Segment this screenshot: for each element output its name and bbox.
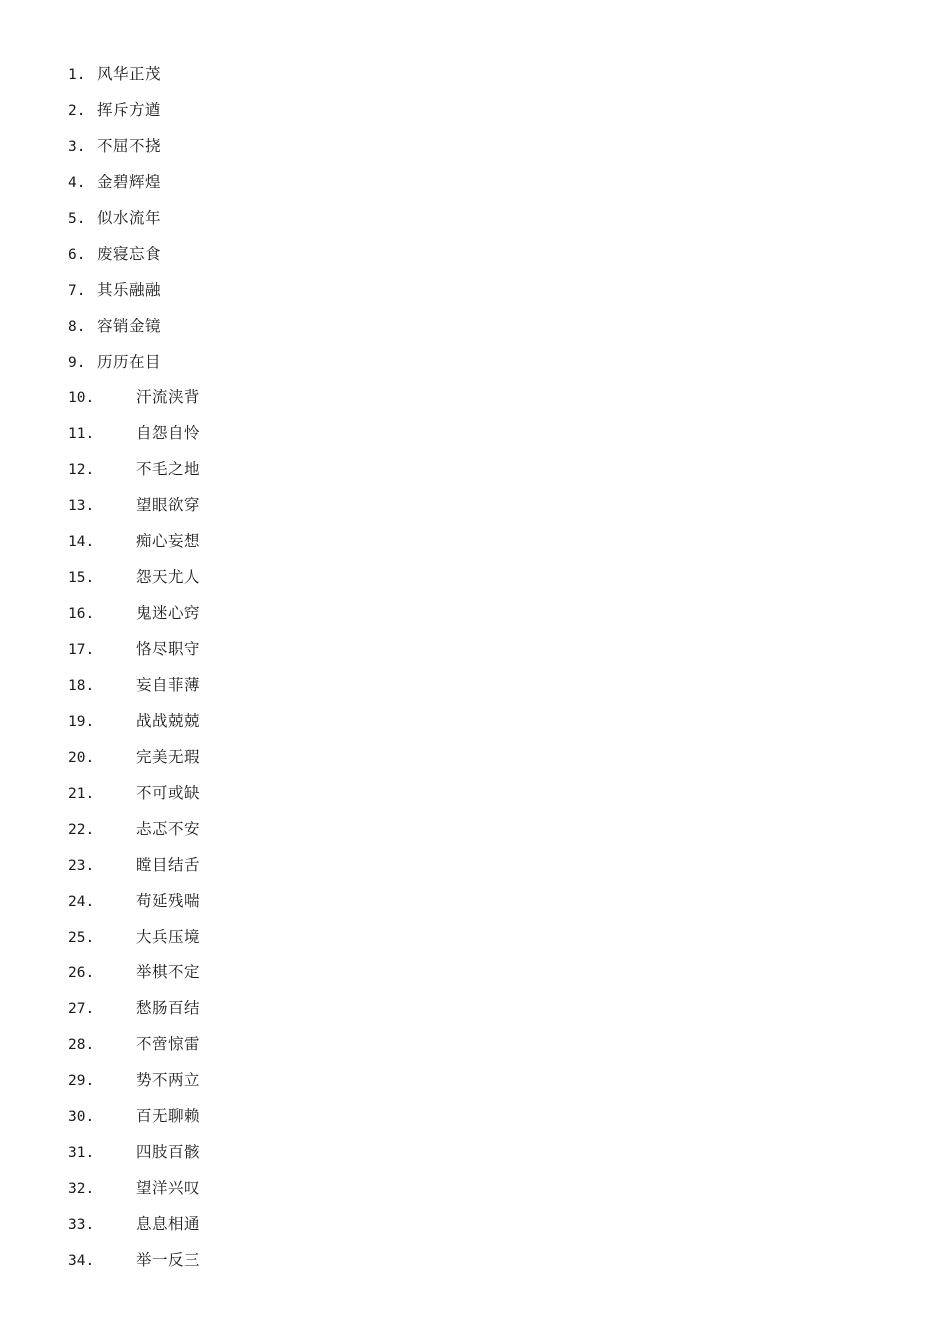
item-number: 10. xyxy=(68,390,95,407)
item-number: 21. xyxy=(68,785,95,802)
list-item xyxy=(68,421,200,457)
list-item xyxy=(68,673,200,709)
item-text: 挥斥方遒 xyxy=(97,100,162,119)
item-text: 不可或缺 xyxy=(136,783,201,802)
list-item xyxy=(68,925,200,961)
list-item xyxy=(68,996,200,1032)
item-text: 恪尽职守 xyxy=(136,640,201,658)
list-item xyxy=(68,781,200,817)
list-item xyxy=(68,62,200,98)
list-item xyxy=(68,529,200,565)
item-number: 17. xyxy=(68,642,95,658)
item-number: 22. xyxy=(68,821,95,838)
item-number: 13. xyxy=(68,498,95,515)
item-number: 11. xyxy=(68,426,95,443)
item-text: 百无聊赖 xyxy=(136,1107,201,1126)
item-number: 12. xyxy=(68,462,95,479)
item-number: 30. xyxy=(68,1109,95,1126)
item-number: 1. xyxy=(68,67,86,83)
item-text: 似水流年 xyxy=(97,208,162,227)
list-item xyxy=(68,1140,200,1176)
item-number: 5. xyxy=(68,210,86,227)
list-item xyxy=(68,457,200,493)
item-number: 3. xyxy=(68,138,86,155)
item-number: 31. xyxy=(68,1145,95,1162)
list-item xyxy=(68,1212,200,1248)
list-item xyxy=(68,170,200,206)
list-item xyxy=(68,1032,200,1068)
list-item xyxy=(68,134,200,170)
item-text: 望眼欲穿 xyxy=(136,496,201,515)
list-item xyxy=(68,637,200,673)
item-number: 25. xyxy=(68,929,95,946)
item-number: 33. xyxy=(68,1217,95,1233)
list-item xyxy=(68,98,200,134)
list-item xyxy=(68,206,200,242)
list-item xyxy=(68,493,200,529)
list-item xyxy=(68,889,200,925)
item-text: 完美无瑕 xyxy=(136,747,201,766)
list-item xyxy=(68,709,200,745)
item-text: 战战兢兢 xyxy=(136,711,201,730)
item-text: 苟延残喘 xyxy=(136,891,201,910)
item-text: 愁肠百结 xyxy=(136,999,201,1018)
item-text: 不啻惊雷 xyxy=(136,1035,201,1054)
item-text: 不屈不挠 xyxy=(97,136,162,155)
item-number: 19. xyxy=(68,713,95,730)
item-text: 四肢百骸 xyxy=(136,1143,201,1162)
item-number: 29. xyxy=(68,1073,95,1090)
item-number: 16. xyxy=(68,606,95,623)
item-text: 忐忑不安 xyxy=(136,819,201,838)
list-item xyxy=(68,1104,200,1140)
item-number: 7. xyxy=(68,282,86,299)
item-text: 举一反三 xyxy=(136,1250,201,1269)
idiom-list xyxy=(68,62,200,1284)
item-text: 大兵压境 xyxy=(136,927,201,946)
list-item xyxy=(68,1176,200,1212)
item-number: 6. xyxy=(68,246,86,263)
item-text: 鬼迷心窍 xyxy=(136,604,201,623)
item-text: 自怨自怜 xyxy=(136,424,201,443)
list-item xyxy=(68,1068,200,1104)
list-item xyxy=(68,601,200,637)
item-number: 8. xyxy=(68,318,86,335)
item-text: 容销金镜 xyxy=(97,316,162,335)
item-number: 20. xyxy=(68,749,95,766)
item-text: 举棋不定 xyxy=(136,963,201,982)
list-item xyxy=(68,278,200,314)
item-number: 34. xyxy=(68,1252,95,1269)
list-item xyxy=(68,350,200,386)
item-number: 32. xyxy=(68,1181,95,1198)
item-number: 2. xyxy=(68,102,86,119)
list-item xyxy=(68,960,200,996)
item-number: 4. xyxy=(68,174,86,191)
item-number: 27. xyxy=(68,1001,95,1018)
list-item xyxy=(68,242,200,278)
list-item xyxy=(68,853,200,889)
item-number: 9. xyxy=(68,354,86,371)
item-text: 金碧辉煌 xyxy=(97,172,162,191)
item-number: 24. xyxy=(68,893,95,910)
list-item xyxy=(68,565,200,601)
item-text: 痴心妄想 xyxy=(136,532,201,551)
item-number: 28. xyxy=(68,1037,95,1054)
item-text: 废寝忘食 xyxy=(97,244,162,263)
item-number: 15. xyxy=(68,570,95,587)
item-text: 瞠目结舌 xyxy=(136,855,201,874)
item-number: 23. xyxy=(68,857,95,874)
item-number: 26. xyxy=(68,965,95,982)
list-item xyxy=(68,385,200,421)
item-text: 息息相通 xyxy=(136,1215,201,1233)
list-item xyxy=(68,314,200,350)
item-text: 历历在目 xyxy=(97,352,162,371)
item-text: 怨天尤人 xyxy=(136,568,201,587)
item-text: 其乐融融 xyxy=(97,280,162,299)
item-text: 望洋兴叹 xyxy=(136,1179,201,1198)
item-text: 风华正茂 xyxy=(97,65,162,83)
list-item xyxy=(68,745,200,781)
item-text: 势不两立 xyxy=(136,1071,201,1090)
item-text: 汗流浃背 xyxy=(136,388,201,407)
list-item xyxy=(68,817,200,853)
item-text: 妄自菲薄 xyxy=(136,675,201,694)
item-text: 不毛之地 xyxy=(136,460,201,479)
list-item xyxy=(68,1248,200,1284)
item-number: 18. xyxy=(68,677,95,694)
item-number: 14. xyxy=(68,534,95,551)
